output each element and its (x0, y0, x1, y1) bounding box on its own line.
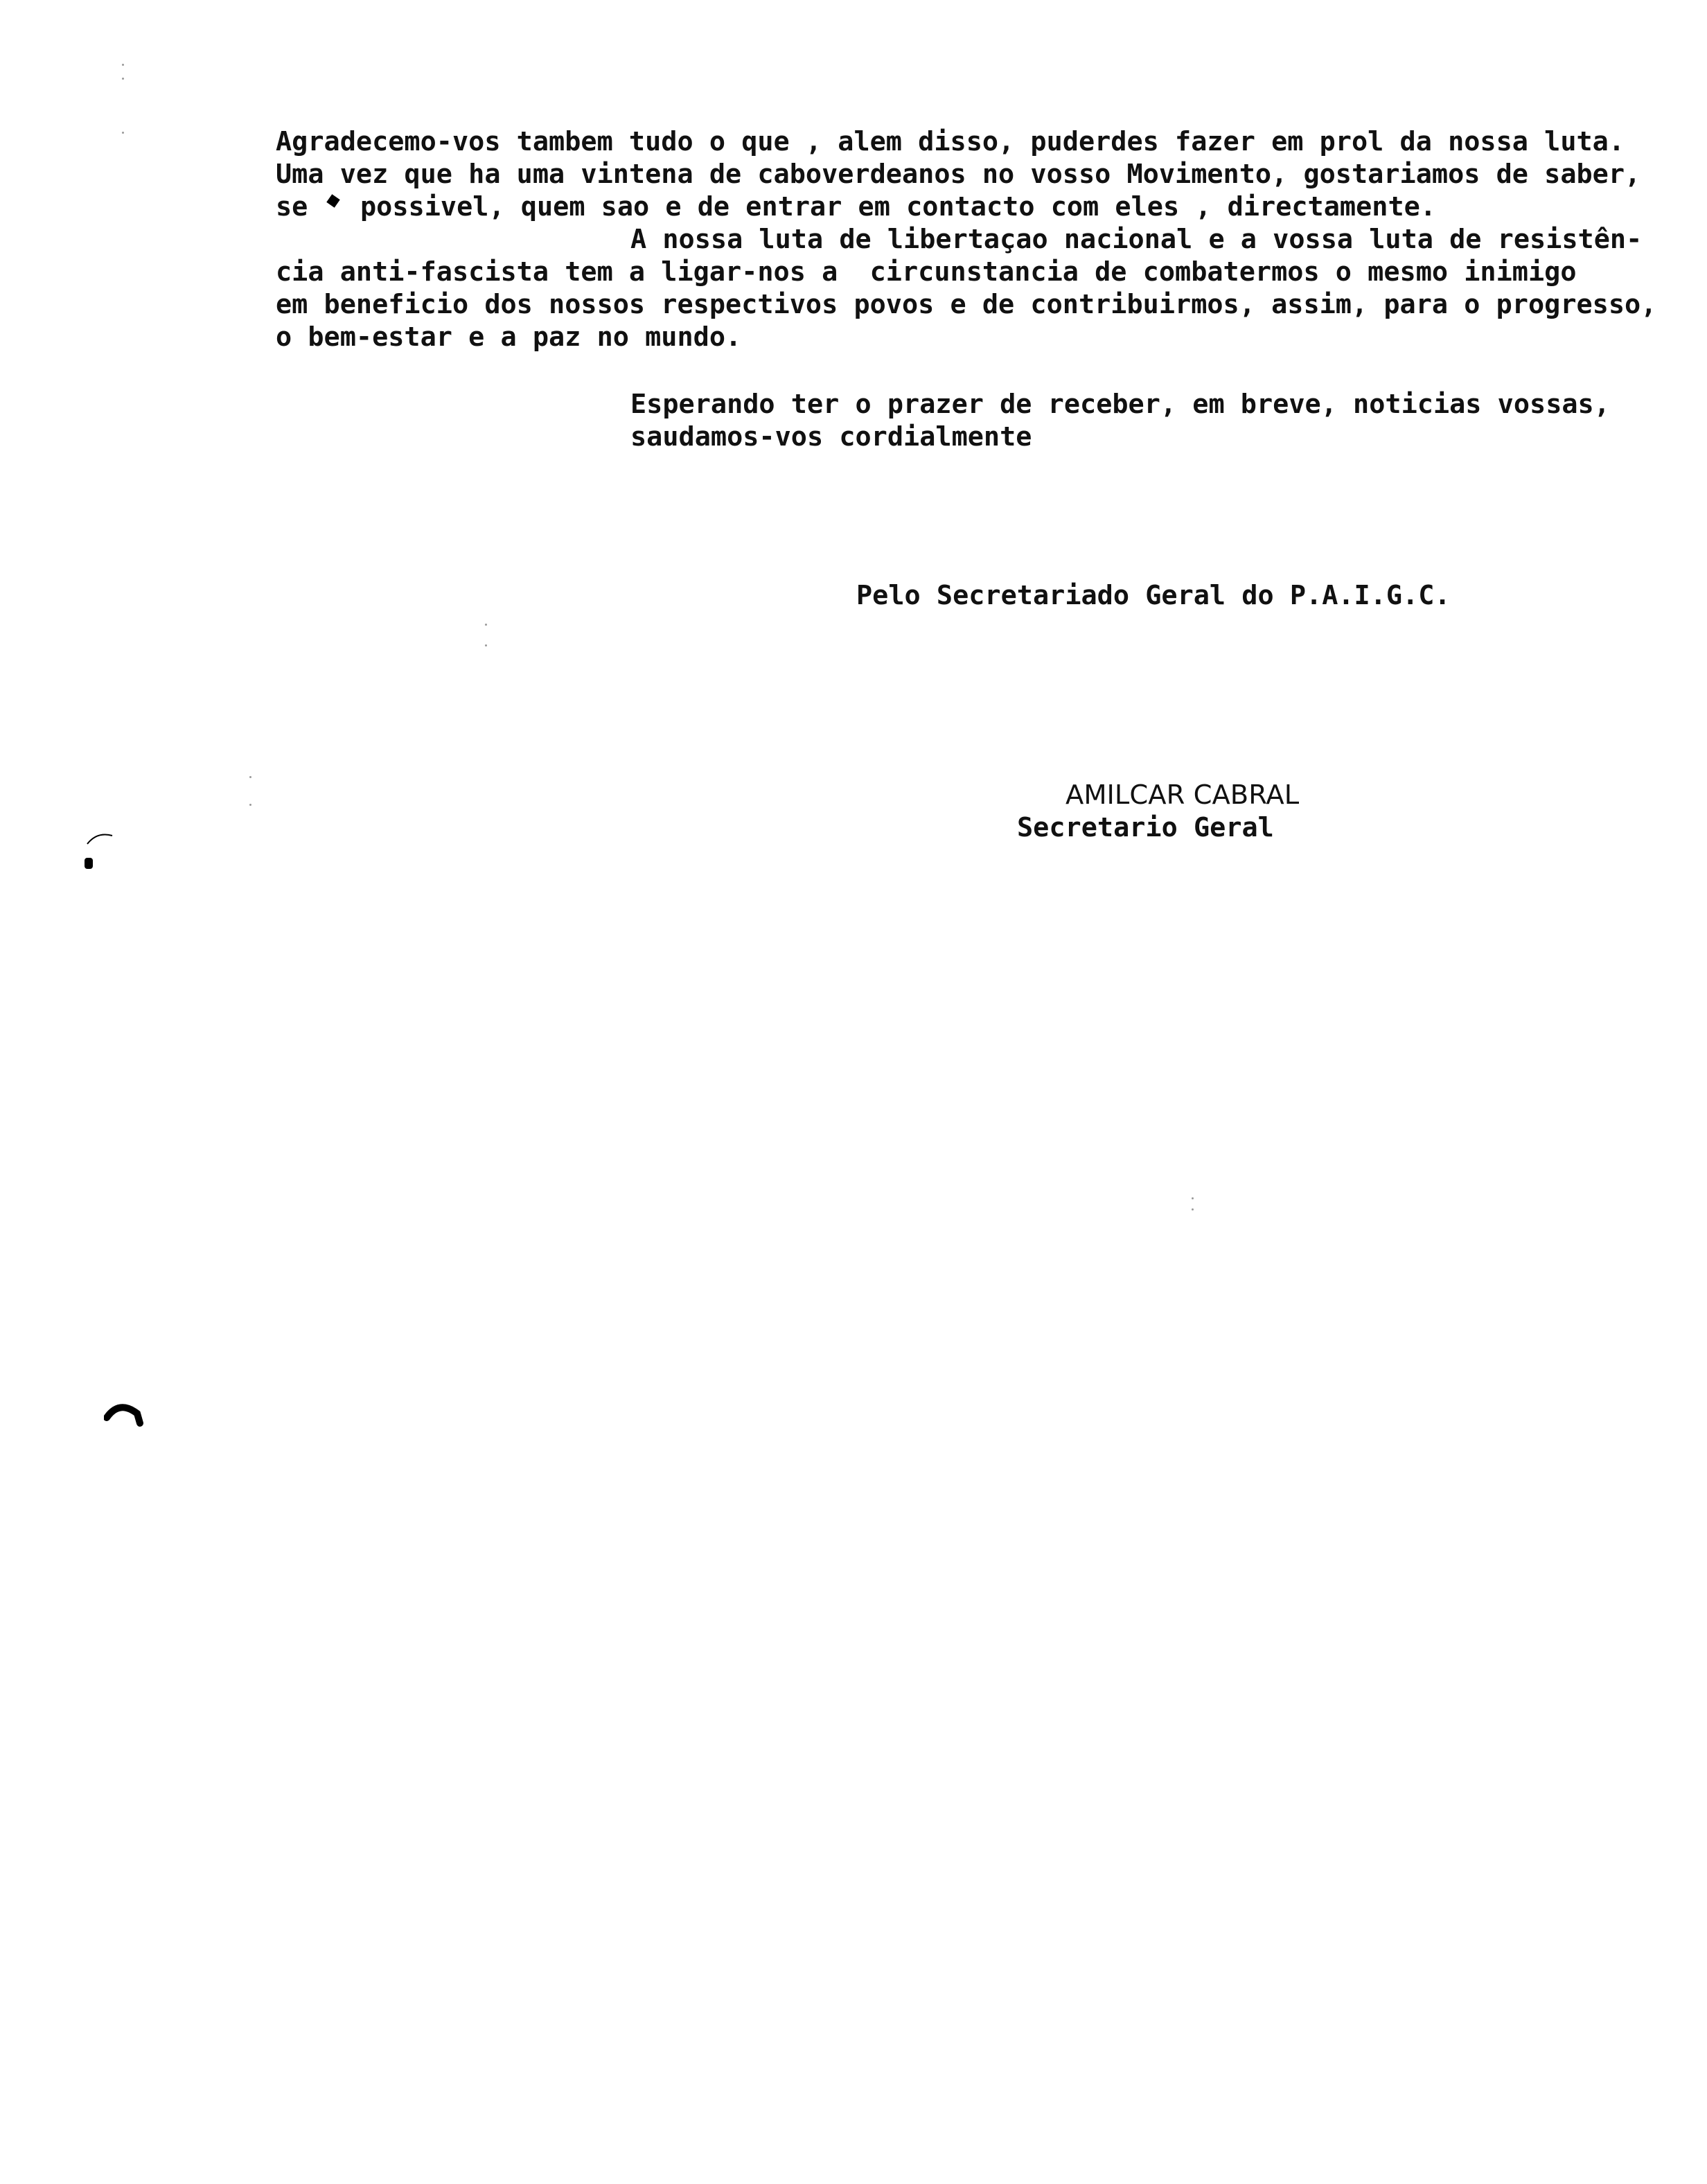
closing-line-1: Esperando ter o prazer de receber, em breve, noticias vossas, (630, 389, 1610, 420)
letter-line-1: Agradecemo-vos tambem tudo o que , alem disso, puderdes fazer em prol da nossa luta. (276, 126, 1625, 157)
scan-speck (122, 64, 124, 66)
letter-line-3a: se (276, 191, 308, 222)
scan-speck (1192, 1197, 1194, 1199)
closing-line-2: saudamos-vos cordialmente (630, 421, 1032, 452)
scan-speck (485, 624, 487, 626)
scan-speck (122, 132, 124, 134)
letter-line-2: Uma vez que ha uma vintena de caboverdeanos no vosso Movimento, gostariamos de saber, (276, 159, 1641, 190)
scan-speck (122, 78, 124, 80)
scan-artifact-arc-top (83, 823, 125, 851)
scan-speck (485, 644, 487, 646)
scan-speck (249, 804, 251, 806)
scan-speck (1192, 1208, 1194, 1210)
letter-line-5: cia anti-fascista tem a ligar-nos a circunstancia de combatermos o mesmo inimigo (276, 256, 1577, 288)
letter-line-6: em beneficio dos nossos respectivos povos e de contribuirmos, assim, para o progresso, (276, 289, 1657, 320)
scan-artifact-arc-bottom (104, 1393, 152, 1434)
letter-line-4: A nossa luta de libertaçao nacional e a vossa luta de resistên- (630, 224, 1643, 255)
on-behalf-line: Pelo Secretariado Geral do P.A.I.G.C. (856, 580, 1451, 611)
signatory-title: Secretario Geral (1017, 812, 1274, 843)
scan-artifact-dot (85, 858, 93, 869)
signatory-name: AMILCAR CABRAL (1065, 780, 1300, 811)
letter-line-7: o bem-estar e a paz no mundo. (276, 322, 742, 353)
strikeout-mark (326, 194, 339, 207)
scan-speck (249, 776, 251, 778)
letter-line-3b: possivel, quem sao e de entrar em contacto com eles , directamente. (360, 191, 1436, 222)
